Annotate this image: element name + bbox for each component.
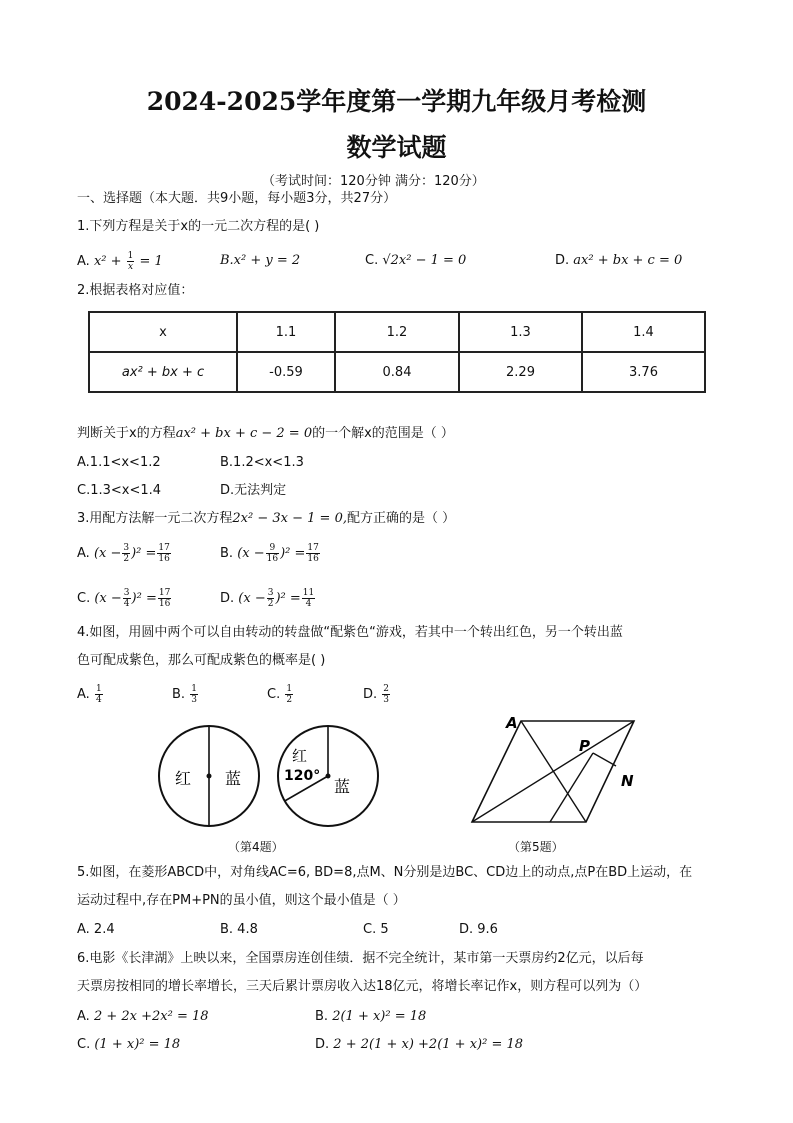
q1-stem: 1.下列方程是关于x的一元二次方程的是( ) (77, 219, 320, 234)
math-expr: B.x² + y = 2 (220, 253, 301, 268)
figure-5-caption: （第5题） (508, 840, 564, 854)
table-cell: 1.3 (459, 312, 582, 352)
q6-option-a (77, 1009, 209, 1025)
table-cell: x (89, 312, 237, 352)
segment-line (593, 753, 616, 766)
point-n-label: N (621, 772, 634, 790)
option-label: C. (77, 1037, 91, 1052)
red-label: 红 (175, 769, 192, 788)
text: 判断关于x的方程 (77, 426, 176, 441)
denominator: 4 (95, 695, 102, 705)
numerator: 1 (286, 684, 293, 694)
math-expr: )² = (280, 546, 306, 561)
q2-stem: 2.根据表格对应值： (77, 283, 194, 298)
denominator: 16 (158, 599, 171, 609)
option-label: D. (315, 1037, 330, 1052)
q2-option-a: A.1.1<x<1.2 (77, 455, 161, 470)
math-expr: (x − (94, 591, 122, 606)
table-cell: ax² + bx + c (89, 352, 237, 392)
math-expr: (x − (237, 546, 265, 561)
denominator: 3 (383, 695, 390, 705)
blue-label: 蓝 (334, 777, 351, 796)
option-label: A. (77, 687, 90, 702)
denominator: 4 (123, 599, 130, 609)
math-expr: )² = (275, 591, 301, 606)
exam-info: （考试时间：120分钟 满分：120分） (262, 174, 485, 189)
point-a-label: A (506, 714, 518, 732)
spinner-left (159, 726, 259, 826)
point-p-label: P (579, 737, 590, 755)
numerator: 1 (95, 684, 102, 694)
math-expr: 2x² − 3x − 1 = 0, (232, 511, 347, 526)
numerator: 3 (123, 588, 130, 598)
denominator: 2 (267, 599, 274, 609)
denominator: 16 (266, 554, 279, 564)
math-expr: )² = (131, 591, 157, 606)
q6-option-c (77, 1037, 180, 1053)
table-cell: 1.4 (582, 312, 705, 352)
q5-option-b: B. 4.8 (220, 922, 258, 937)
denominator: 16 (307, 554, 319, 564)
q6-line1: 6.电影《长津湖》上映以来，全国票房连创佳绩．据不完全统计，某市第一天票房约2亿元，以后每 (77, 951, 644, 966)
option-label: C. (77, 591, 91, 606)
option-label: B. (315, 1009, 329, 1024)
exam-subtitle: 数学试题 (346, 133, 447, 162)
table-cell: 3.76 (582, 352, 705, 392)
denominator: 16 (158, 554, 170, 564)
table-cell: 1.1 (237, 312, 335, 352)
text: 的一个解x的范围是（ ） (312, 426, 454, 441)
q5-line1: 5.如图，在菱形ABCD中，对角线AC=6, BD=8,点M、N分别是边BC、CD边上的动点,点P在BD上运动，在 (77, 865, 693, 880)
section-heading: 一、选择题（本大题．共9小题，每小题3分，共27分） (77, 191, 397, 206)
denominator: x (127, 262, 134, 272)
q2-option-c: C.1.3<x<1.4 (77, 483, 162, 498)
exam-title: 2024-2025学年度第一学期九年级月考检测 (146, 87, 647, 116)
math-expr: ax² + bx + c = 0 (573, 253, 683, 268)
math-expr: )² = (131, 546, 157, 561)
red-label: 红 (292, 747, 308, 765)
option-label: B. (220, 546, 234, 561)
q5-option-d: D. 9.6 (459, 922, 498, 937)
q2-option-d: D.无法判定 (220, 483, 287, 498)
table-cell: 0.84 (335, 352, 459, 392)
denominator: 2 (286, 695, 293, 705)
math-expr: 2 + 2(1 + x) +2(1 + x)² = 18 (333, 1037, 524, 1052)
q4-line2: 色可配成紫色，那么可配成紫色的概率是( ) (77, 653, 326, 668)
option-label: D. (220, 591, 235, 606)
math-expr: x² + (93, 254, 126, 269)
math-expr: (1 + x)² = 18 (94, 1037, 181, 1052)
option-label: B. (172, 687, 186, 702)
q4-line1: 4.如图，用圆中两个可以自由转动的转盘做“配紫色“游戏，若其中一个转出红色，另一个转出蓝 (77, 625, 623, 640)
denominator: 3 (191, 695, 197, 705)
math-expr: 2(1 + x)² = 18 (332, 1009, 427, 1024)
q5-line2: 运动过程中,存在PM+PN的虽小值，则这个最小值是（ ） (77, 893, 406, 908)
numerator: 3 (123, 543, 130, 553)
numerator: 9 (266, 543, 279, 554)
math-expr: 2 + 2x +2x² = 18 (93, 1009, 209, 1024)
numerator: 17 (307, 543, 319, 553)
center-dot (207, 774, 212, 779)
q6-option-b (315, 1009, 426, 1025)
table-cell: 1.2 (335, 312, 459, 352)
numerator: 17 (158, 588, 171, 598)
math-expr: ax² + bx + c − 2 = 0 (175, 426, 313, 441)
numerator: 17 (158, 543, 170, 553)
segment-line (550, 753, 593, 822)
math-expr: √2x² − 1 = 0 (382, 253, 467, 268)
denominator: 4 (305, 599, 312, 609)
text: 配方正确的是（ ） (346, 511, 456, 526)
numerator: 2 (383, 684, 390, 694)
math-expr: (x − (238, 591, 266, 606)
option-label: A. (77, 254, 90, 269)
denominator: 2 (123, 554, 130, 564)
q2-option-b: B.1.2<x<1.3 (220, 455, 304, 470)
numerator: 1 (127, 251, 134, 261)
spinner-right (278, 726, 378, 826)
q6-option-d (315, 1037, 523, 1053)
numerator: 3 (267, 588, 274, 598)
blue-label: 蓝 (225, 769, 242, 788)
q6-line2: 天票房按相同的增长率增长，三天后累计票房收入达18亿元，将增长率记作x，则方程可以列为（） (77, 979, 648, 994)
option-label: A. (77, 546, 90, 561)
math-expr: = 1 (135, 254, 163, 269)
table-cell: 2.29 (459, 352, 582, 392)
table-cell: -0.59 (237, 352, 335, 392)
option-label: D. (555, 253, 570, 268)
rhombus-figure (472, 714, 634, 822)
text: 3.用配方法解一元二次方程 (77, 511, 233, 526)
option-label: C. (267, 687, 281, 702)
angle-label: 120° (284, 768, 321, 784)
q5-option-a: A. 2.4 (77, 922, 115, 937)
numerator: 11 (302, 588, 315, 598)
figure-4-caption: （第4题） (228, 840, 284, 854)
q5-option-c: C. 5 (363, 922, 389, 937)
math-expr: (x − (93, 546, 122, 561)
option-label: D. (363, 687, 378, 702)
option-label: C. (365, 253, 379, 268)
numerator: 1 (191, 684, 197, 694)
option-label: A. (77, 1009, 90, 1024)
center-dot (326, 774, 331, 779)
